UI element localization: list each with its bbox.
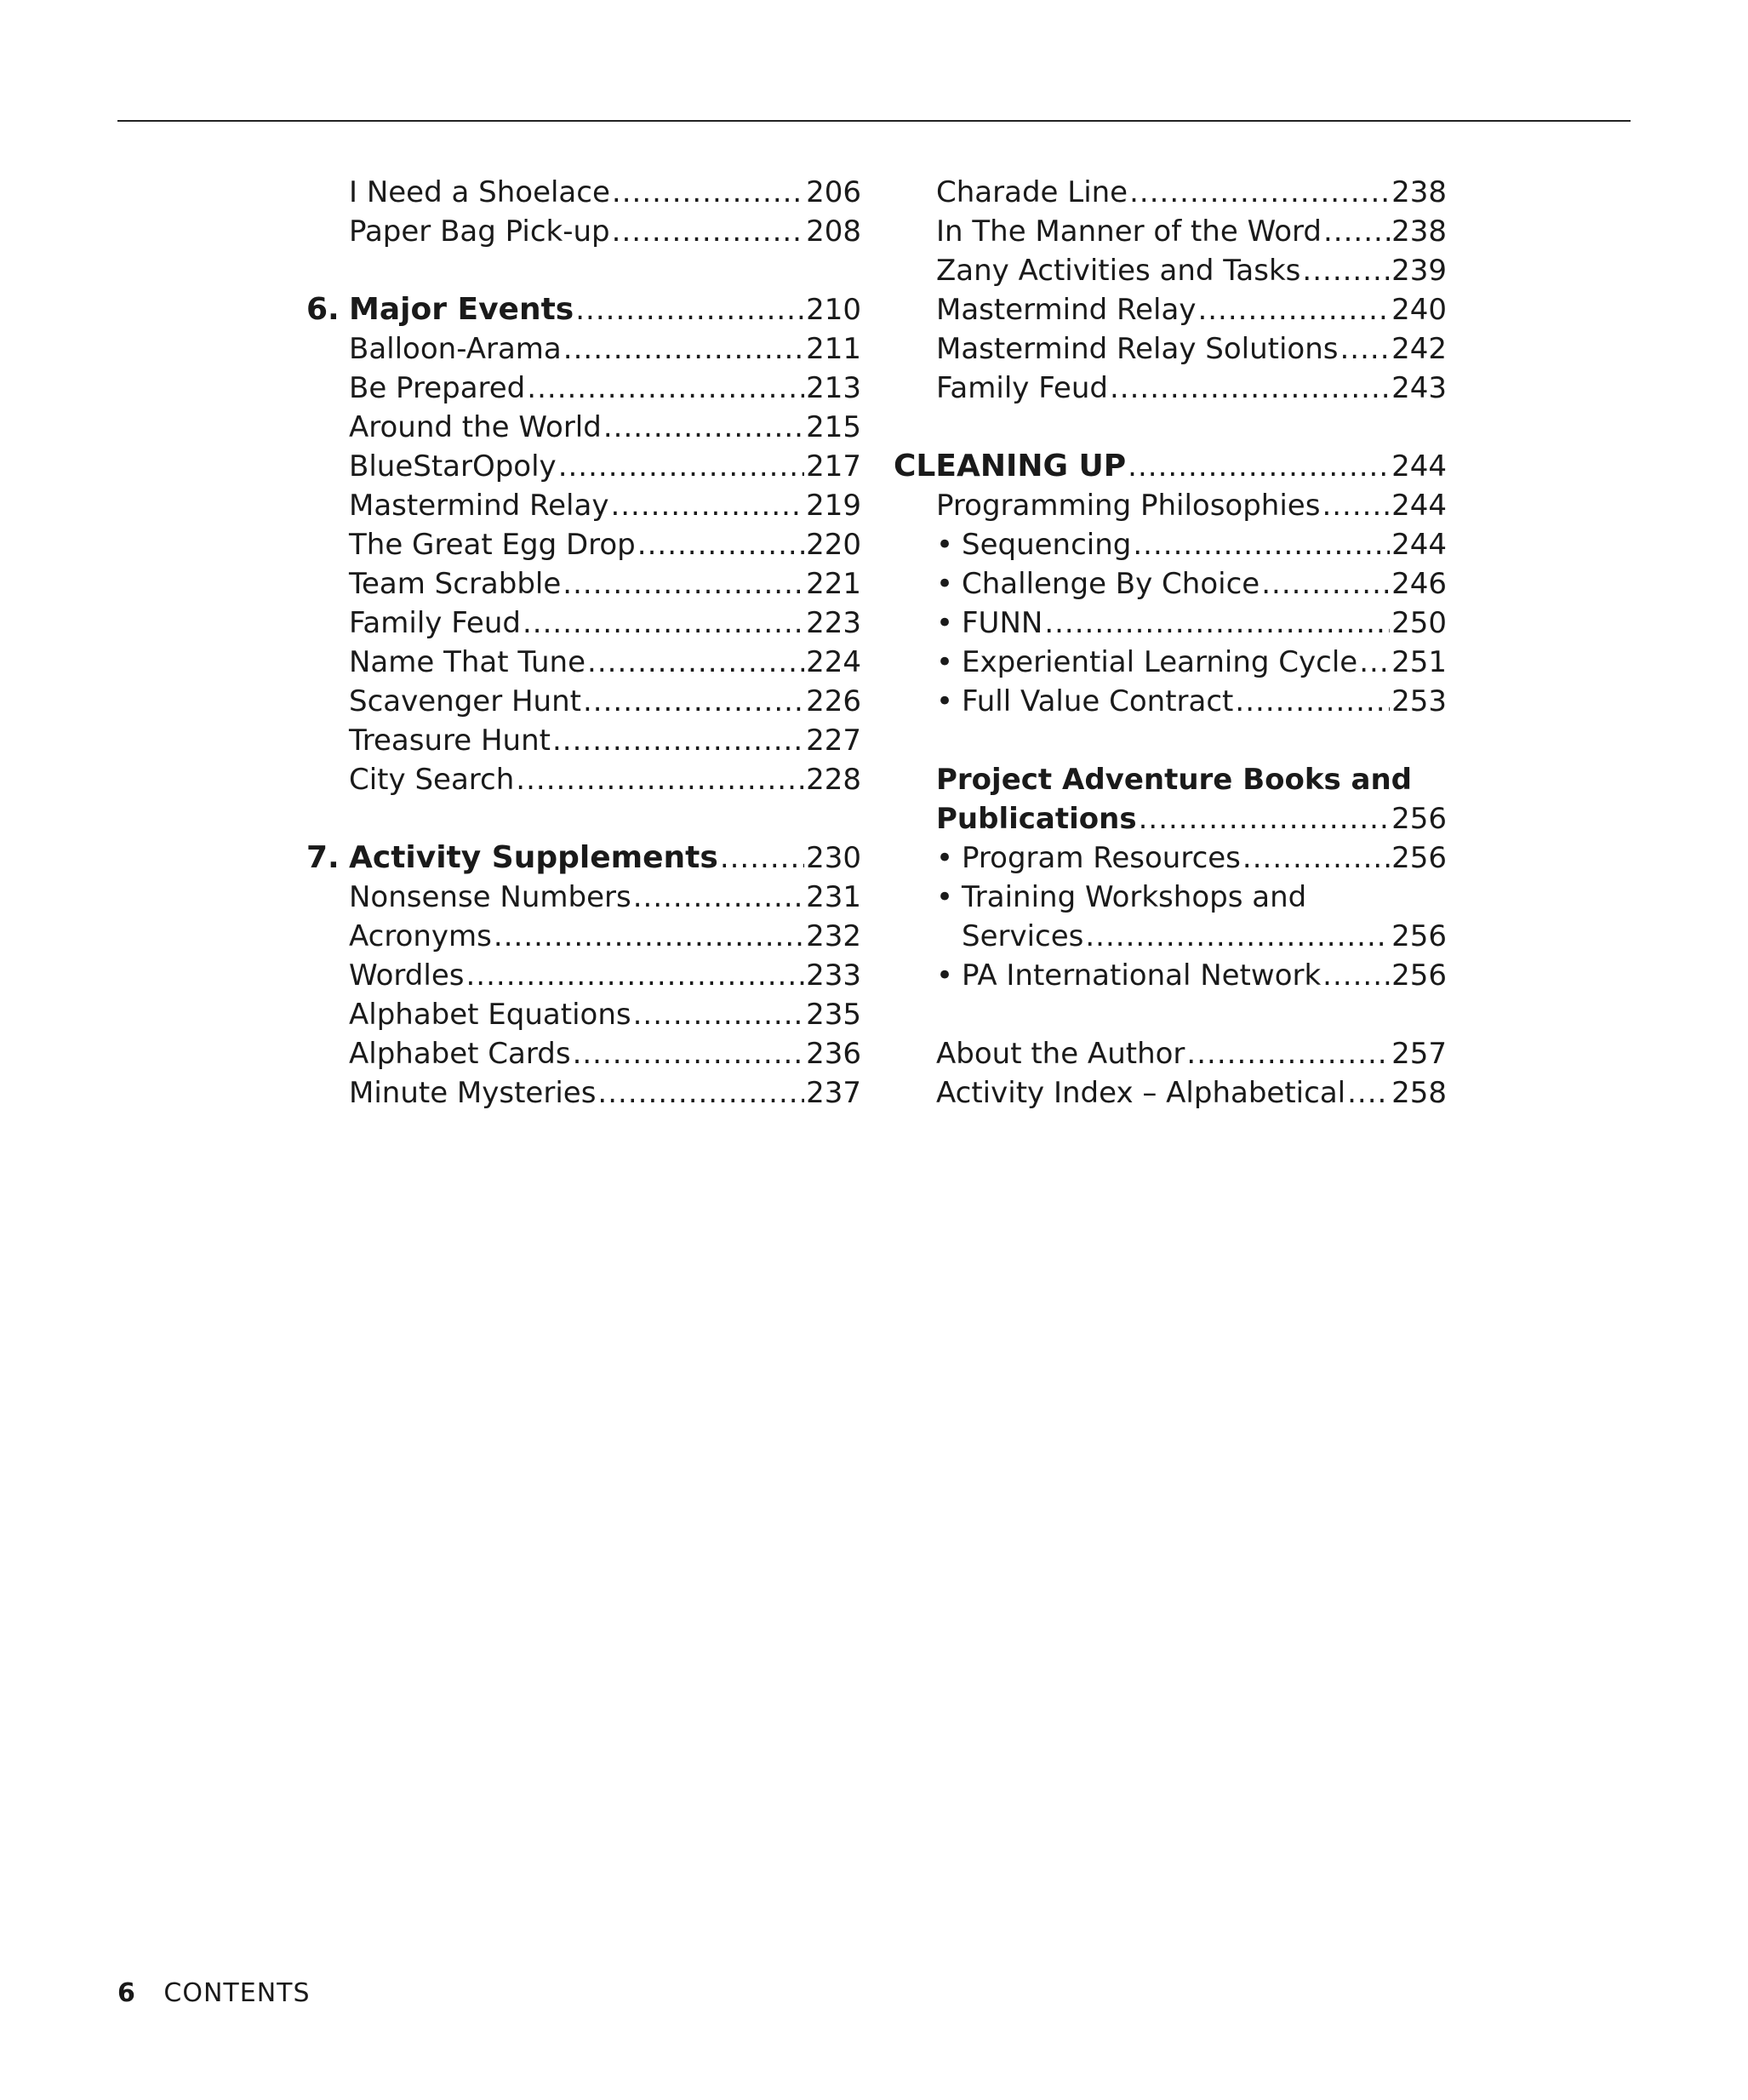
toc-entry-page: 233	[806, 958, 861, 993]
toc-bullet-entry[interactable]	[894, 917, 1447, 956]
toc-entry-first-line[interactable]	[894, 760, 1447, 799]
toc-entry[interactable]	[306, 525, 861, 564]
toc-entry-title: City Search	[349, 763, 515, 797]
toc-left-column	[306, 173, 861, 1113]
dot-leader	[1133, 525, 1390, 564]
toc-entry-title: Mastermind Relay Solutions	[936, 332, 1339, 366]
dot-leader	[597, 1073, 804, 1113]
dot-leader	[558, 447, 804, 486]
dot-leader	[1340, 329, 1390, 369]
toc-entry-title: FUNN	[962, 606, 1043, 640]
toc-entry-page: 256	[1391, 958, 1447, 993]
dot-leader	[1129, 173, 1390, 212]
toc-entry[interactable]	[894, 290, 1447, 329]
toc-entry-page: 227	[806, 724, 861, 758]
toc-entry-title: Charade Line	[936, 175, 1128, 209]
dot-leader	[1261, 564, 1390, 604]
toc-entry[interactable]	[306, 447, 861, 486]
toc-entry-title: Zany Activities and Tasks	[936, 254, 1301, 288]
toc-entry-page: 210	[806, 293, 861, 327]
toc-entry-title: Alphabet Equations	[349, 998, 631, 1032]
dot-leader	[1242, 838, 1390, 878]
toc-entry-page: 213	[806, 371, 861, 405]
toc-bullet-entry[interactable]	[894, 956, 1447, 995]
chapter-title: Major Events	[349, 292, 574, 327]
toc-entry-page: 226	[806, 684, 861, 718]
bullet-icon: •	[936, 567, 954, 601]
toc-entry[interactable]	[306, 212, 861, 251]
toc-entry-page: 236	[806, 1037, 861, 1071]
toc-entry[interactable]	[306, 173, 861, 212]
toc-entry[interactable]	[306, 995, 861, 1034]
toc-entry[interactable]	[306, 682, 861, 721]
toc-entry-page: 228	[806, 763, 861, 797]
toc-entry-title: Program Resources	[962, 841, 1241, 875]
dot-leader	[1110, 369, 1390, 408]
toc-section-heading[interactable]	[894, 447, 1447, 486]
toc-entry-page: 238	[1391, 175, 1447, 209]
dot-leader	[1139, 799, 1391, 838]
toc-entry[interactable]	[894, 251, 1447, 290]
dot-leader	[1347, 1073, 1390, 1113]
toc-entry[interactable]	[894, 799, 1447, 838]
dot-leader	[637, 525, 804, 564]
dot-leader	[612, 173, 804, 212]
toc-entry-title: In The Manner of the Word	[936, 215, 1322, 249]
toc-entry[interactable]	[306, 643, 861, 682]
toc-entry-title: Scavenger Hunt	[349, 684, 581, 718]
dot-leader	[633, 878, 804, 917]
toc-entry-title: Activity Index – Alphabetical	[936, 1076, 1346, 1110]
toc-entry-page: 256	[1391, 919, 1447, 953]
toc-entry-page: 239	[1391, 254, 1447, 288]
toc-entry[interactable]	[894, 1034, 1447, 1073]
toc-entry-page: 224	[806, 645, 861, 679]
toc-entry-title: Minute Mysteries	[349, 1076, 597, 1110]
toc-entry-page: 235	[806, 998, 861, 1032]
toc-right-column	[894, 173, 1447, 1113]
toc-entry-title: Team Scrabble	[349, 567, 562, 601]
toc-entry-title: Paper Bag Pick-up	[349, 215, 610, 249]
toc-entry-title: Balloon-Arama	[349, 332, 562, 366]
toc-entry-title: Wordles	[349, 958, 465, 993]
toc-entry-page: 230	[806, 841, 861, 875]
toc-entry-page: 246	[1391, 567, 1447, 601]
toc-chapter-heading[interactable]	[306, 838, 861, 878]
toc-entry[interactable]	[306, 329, 861, 369]
toc-bullet-entry[interactable]	[894, 682, 1447, 721]
dot-leader	[523, 604, 804, 643]
toc-entry-title: Mastermind Relay	[936, 293, 1197, 327]
dot-leader	[516, 760, 804, 799]
dot-leader	[1302, 251, 1390, 290]
toc-entry-page: 238	[1391, 215, 1447, 249]
dot-leader	[1322, 956, 1390, 995]
toc-entry[interactable]	[894, 486, 1447, 525]
toc-entry-title: PA International Network	[962, 958, 1322, 993]
bullet-icon: •	[936, 528, 954, 562]
toc-entry-page: 220	[806, 528, 861, 562]
dot-leader	[610, 486, 804, 525]
toc-entry-title: Alphabet Cards	[349, 1037, 571, 1071]
toc-entry[interactable]	[306, 604, 861, 643]
toc-entry-page: 211	[806, 332, 861, 366]
bullet-icon: •	[936, 645, 954, 679]
toc-entry-page: 256	[1391, 802, 1447, 836]
toc-entry-title: Around the World	[349, 410, 602, 444]
toc-entry-page: 217	[806, 449, 861, 484]
toc-entry-page: 232	[806, 919, 861, 953]
toc-entry-title: Be Prepared	[349, 371, 526, 405]
toc-bullet-entry[interactable]	[894, 564, 1447, 604]
toc-entry-page: 206	[806, 175, 861, 209]
dot-leader	[552, 721, 804, 760]
dot-leader	[1085, 917, 1390, 956]
dot-leader	[1044, 604, 1390, 643]
toc-entry-page: 257	[1391, 1037, 1447, 1071]
bullet-icon: •	[936, 684, 954, 718]
toc-entry-title: Mastermind Relay	[349, 489, 609, 523]
toc-entry[interactable]	[306, 564, 861, 604]
toc-entry-title: BlueStarOpoly	[349, 449, 557, 484]
dot-leader	[573, 1034, 805, 1073]
toc-entry[interactable]	[306, 956, 861, 995]
toc-entry-title: Publications	[936, 802, 1137, 836]
toc-entry-title: Training Workshops and	[962, 880, 1307, 914]
toc-entry-title: The Great Egg Drop	[349, 528, 636, 562]
page-footer	[117, 1977, 311, 2011]
dot-leader	[563, 329, 804, 369]
dot-leader	[563, 564, 804, 604]
toc-entry-title: Family Feud	[936, 371, 1108, 405]
dot-leader	[1186, 1034, 1390, 1073]
toc-entry[interactable]	[306, 917, 861, 956]
chapter-number: 7.	[306, 840, 340, 875]
running-head: CONTENTS	[163, 1978, 311, 2008]
toc-entry-page: 258	[1391, 1076, 1447, 1110]
toc-entry[interactable]	[894, 173, 1447, 212]
toc-bullet-entry-first-line[interactable]	[894, 878, 1447, 917]
toc-entry-title: Acronyms	[349, 919, 492, 953]
toc-bullet-entry[interactable]	[894, 604, 1447, 643]
bullet-icon: •	[936, 958, 954, 993]
dot-leader	[583, 682, 804, 721]
toc-entry-page: 221	[806, 567, 861, 601]
toc-entry-title: Programming Philosophies	[936, 489, 1321, 523]
toc-entry-title: About the Author	[936, 1037, 1185, 1071]
chapter-number: 6.	[306, 292, 340, 327]
dot-leader	[720, 838, 804, 878]
dot-leader	[1197, 290, 1390, 329]
toc-entry-title: Experiential Learning Cycle	[962, 645, 1358, 679]
toc-bullet-entry[interactable]	[894, 643, 1447, 682]
toc-entry-title: Family Feud	[349, 606, 521, 640]
toc-chapter-heading[interactable]	[306, 290, 861, 329]
toc-entry-page: 240	[1391, 293, 1447, 327]
toc-entry[interactable]	[894, 369, 1447, 408]
toc-entry-title: I Need a Shoelace	[349, 175, 610, 209]
dot-leader	[1359, 643, 1390, 682]
dot-leader	[466, 956, 804, 995]
toc-entry[interactable]	[894, 329, 1447, 369]
toc-entry[interactable]	[306, 408, 861, 447]
toc-entry-page: 219	[806, 489, 861, 523]
dot-leader	[494, 917, 804, 956]
dot-leader	[587, 643, 804, 682]
toc-entry-page: 244	[1391, 528, 1447, 562]
toc-entry-page: 215	[806, 410, 861, 444]
toc-entry-title: Name That Tune	[349, 645, 586, 679]
toc-entry[interactable]	[306, 721, 861, 760]
toc-entry-page: 244	[1391, 449, 1447, 484]
toc-entry-title: Services	[962, 919, 1084, 953]
toc-entry-page: 223	[806, 606, 861, 640]
toc-entry-title: Project Adventure Books and	[936, 763, 1413, 797]
toc-entry-page: 253	[1391, 684, 1447, 718]
toc-entry-title: Sequencing	[962, 528, 1132, 562]
section-title: CLEANING UP	[894, 449, 1127, 484]
toc-entry[interactable]	[306, 1034, 861, 1073]
toc-entry-page: 231	[806, 880, 861, 914]
toc-entry-page: 242	[1391, 332, 1447, 366]
dot-leader	[603, 408, 804, 447]
page-number: 6	[117, 1978, 135, 2008]
toc-bullet-entry[interactable]	[894, 838, 1447, 878]
dot-leader	[1128, 447, 1390, 486]
toc-entry-page: 243	[1391, 371, 1447, 405]
toc-entry-page: 244	[1391, 489, 1447, 523]
bullet-icon: •	[936, 841, 954, 875]
toc-entry-page: 256	[1391, 841, 1447, 875]
toc-entry[interactable]	[306, 878, 861, 917]
dot-leader	[527, 369, 804, 408]
toc-entry[interactable]	[306, 1073, 861, 1113]
dot-leader	[1235, 682, 1390, 721]
dot-leader	[612, 212, 804, 251]
toc-entry-title: Challenge By Choice	[962, 567, 1260, 601]
bullet-icon: •	[936, 880, 954, 914]
dot-leader	[1322, 486, 1390, 525]
bullet-icon: •	[936, 606, 954, 640]
toc-entry-title: Full Value Contract	[962, 684, 1234, 718]
toc-bullet-entry[interactable]	[894, 525, 1447, 564]
toc-entry-page: 237	[806, 1076, 861, 1110]
toc-entry-title: Treasure Hunt	[349, 724, 551, 758]
dot-leader	[633, 995, 804, 1034]
toc-entry-title: Nonsense Numbers	[349, 880, 631, 914]
toc-entry[interactable]	[894, 1073, 1447, 1113]
toc-entry-page: 208	[806, 215, 861, 249]
toc-entry[interactable]	[894, 212, 1447, 251]
toc-entry-page: 250	[1391, 606, 1447, 640]
dot-leader	[1323, 212, 1390, 251]
toc-entry-page: 251	[1391, 645, 1447, 679]
toc-entry[interactable]	[306, 486, 861, 525]
top-rule	[117, 120, 1631, 122]
toc-entry[interactable]	[306, 760, 861, 799]
dot-leader	[575, 290, 804, 329]
chapter-title: Activity Supplements	[349, 840, 718, 875]
toc-entry[interactable]	[306, 369, 861, 408]
